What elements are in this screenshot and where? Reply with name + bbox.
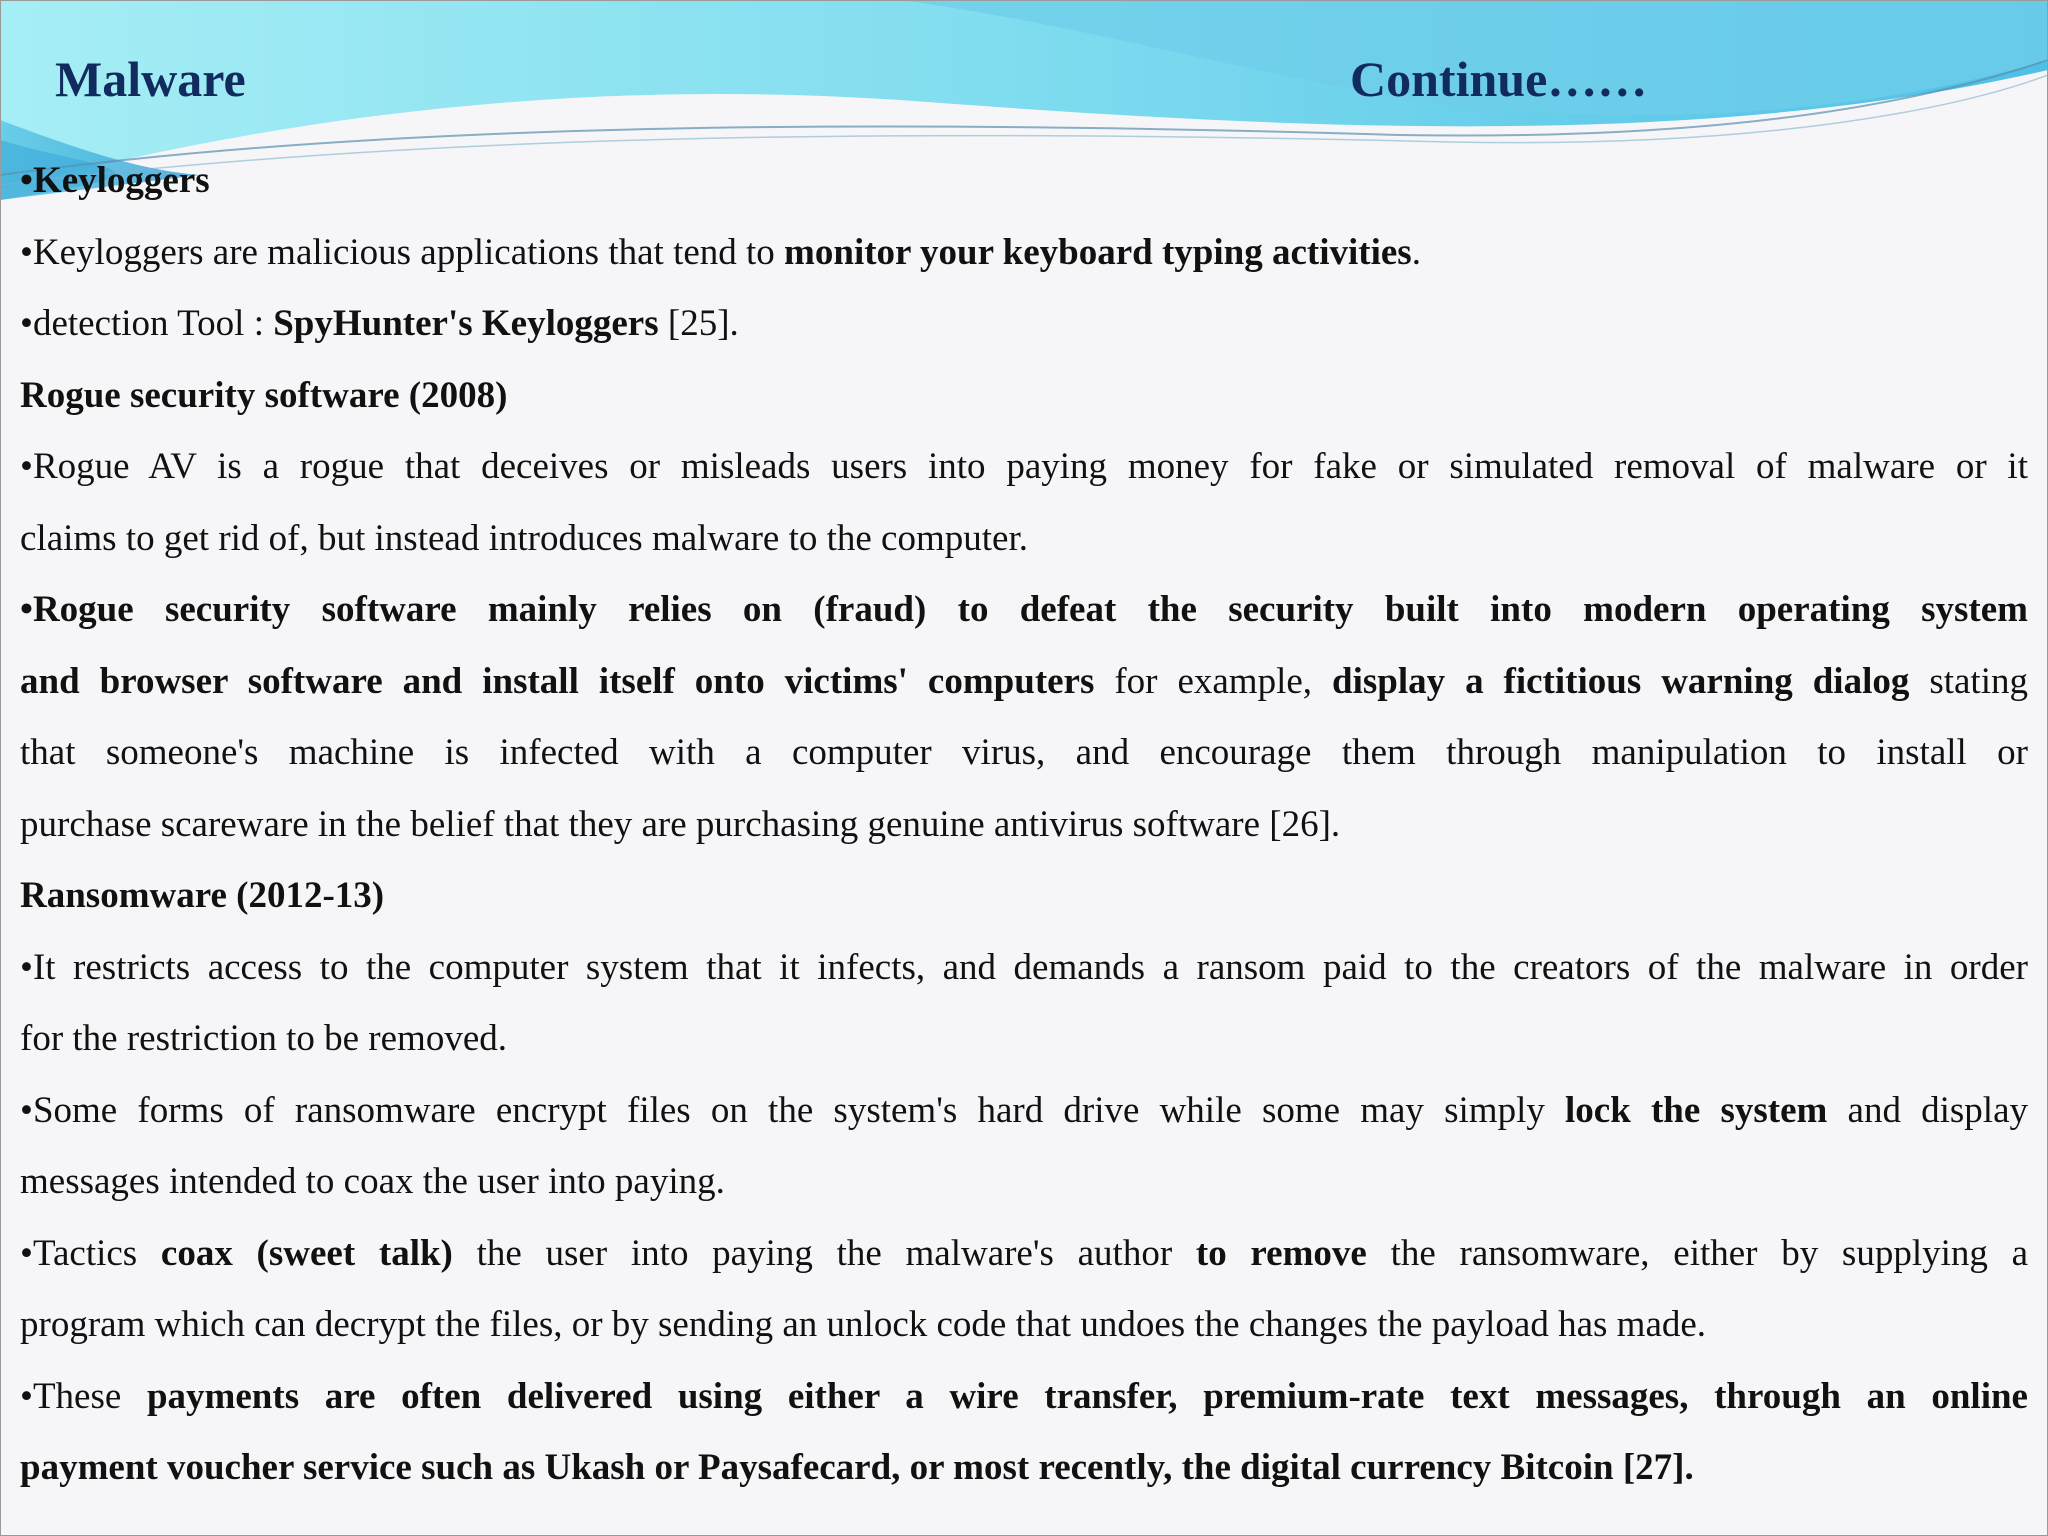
ransomware-p1-line2: for the restriction to be removed.: [20, 1018, 507, 1059]
keyloggers-definition-bold: monitor your keyboard typing activities: [784, 232, 1412, 273]
continued-label: Continue……: [1350, 51, 1648, 107]
rogue-p1-line1: •Rogue AV is a rogue that deceives or misleads users into paying money for fake or simulated removal of malware or it: [20, 446, 2028, 487]
ransomware-p3-line1-e: the ransomware, either by supplying a: [1366, 1233, 2029, 1274]
ransomware-p2-line1-end: and display: [1827, 1090, 2029, 1131]
ransomware-p2-line1: [20, 1089, 2028, 1133]
ransomware-p4-line2-bold: payment voucher service such as Ukash or Paysafecard, or most recently, the digital currency Bitcoin [27].: [20, 1447, 1694, 1488]
ransomware-p4-line1-a: •These: [20, 1376, 147, 1417]
rogue-p2-line2-text2: stating: [1909, 661, 2028, 702]
keyloggers-tool-label: •detection Tool :: [20, 303, 274, 344]
rogue-heading-text: Rogue security software (2008): [20, 375, 508, 416]
rogue-p1-line2: claims to get rid of, but instead introduces malware to the computer.: [20, 518, 1028, 559]
rogue-p2-line2-bold1: and browser software and install itself onto victims' computers: [20, 661, 1095, 702]
ransomware-p3-line1-c: the user into paying the malware's author: [452, 1233, 1196, 1274]
ransomware-p4-line1: [20, 1375, 2028, 1419]
keyloggers-definition-end: .: [1411, 232, 1421, 273]
keyloggers-tool: [20, 302, 2028, 346]
ransomware-p2-line1-text: •Some forms of ransomware encrypt files on the system's hard drive while some may simply: [20, 1090, 1566, 1131]
ransomware-heading: [20, 874, 2028, 918]
slide-title: Malware: [55, 51, 246, 107]
ransomware-p3-line2: program which can decrypt the files, or by sending an unlock code that undoes the changes the payload has made.: [20, 1304, 1707, 1345]
rogue-p2-line1-bold: •Rogue security software mainly relies on (fraud) to defeat the security built into modern operating system: [20, 589, 2028, 630]
rogue-p2-line2-text1: for example,: [1094, 661, 1332, 702]
rogue-p2-line1: [20, 588, 2028, 632]
rogue-p2-line3: that someone's machine is infected with a computer virus, and encourage them through manipulation to install or: [20, 732, 2028, 773]
ransomware-p3-line1-d: to remove: [1195, 1233, 1367, 1274]
keyloggers-heading-text: •Keyloggers: [20, 160, 210, 201]
ransomware-p3-line1: [20, 1232, 2028, 1276]
keyloggers-definition-text: •Keyloggers are malicious applications that tend to: [20, 232, 785, 273]
keyloggers-tool-name: SpyHunter's Keyloggers: [273, 303, 659, 344]
ransomware-p4-line1-b: payments are often delivered using either a wire transfer, premium-rate text messages, through an online: [146, 1376, 2028, 1417]
ransomware-p4-line2: [20, 1446, 2028, 1490]
ransomware-p3-line1-b: coax (sweet talk): [160, 1233, 453, 1274]
keyloggers-definition: [20, 231, 2028, 275]
keyloggers-tool-ref: [25].: [658, 303, 739, 344]
ransomware-p1-line1: •It restricts access to the computer system that it infects, and demands a ransom paid to the creators of the malware in order: [20, 947, 2028, 988]
ransomware-heading-text: Ransomware (2012-13): [20, 875, 385, 916]
ransomware-p2-line2: messages intended to coax the user into paying.: [20, 1161, 725, 1202]
rogue-p2-line4: purchase scareware in the belief that they are purchasing genuine antivirus software [26].: [20, 804, 1341, 845]
keyloggers-heading: [20, 159, 2028, 203]
rogue-p2-line2-bold2: display a fictitious warning dialog: [1332, 661, 1910, 702]
ransomware-p3-line1-a: •Tactics: [20, 1233, 161, 1274]
rogue-heading: [20, 374, 2028, 418]
ransomware-p2-line1-bold: lock the system: [1565, 1090, 1828, 1131]
rogue-p2-line2: [20, 660, 2028, 704]
